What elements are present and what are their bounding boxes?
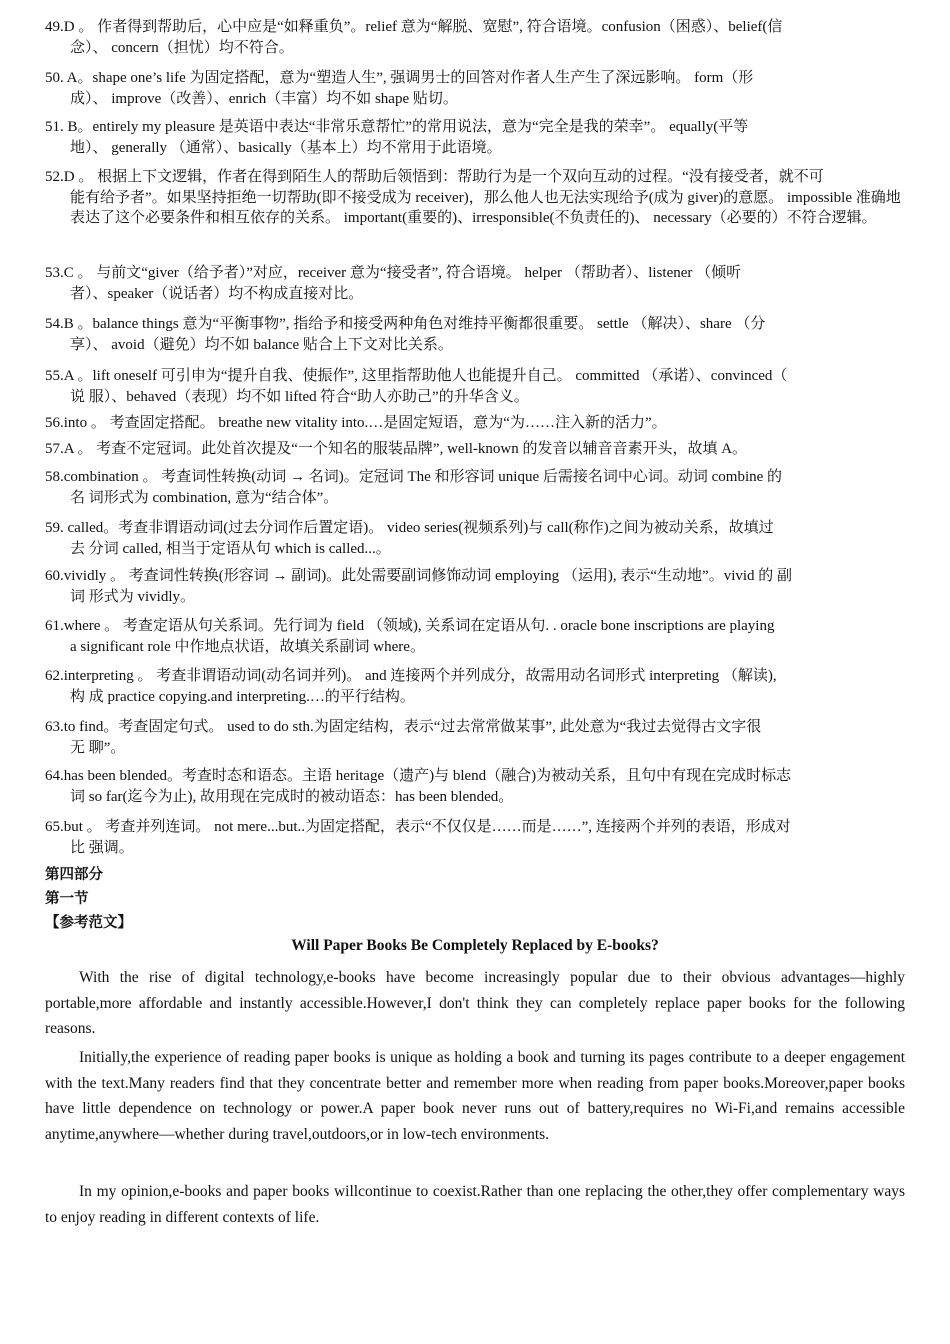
answer-item <box>45 68 913 109</box>
answer-continuation: 比 强调。 <box>70 839 134 856</box>
essay-paragraph <box>45 1045 905 1148</box>
answer-lead: 64.has been blended。考查时态和语态。主语 heritage（遗产)与 blend（融合)为被动关系，且句中有现在完成时标志 <box>45 768 792 784</box>
answer-lead: 59. called。考查非谓语动词(过去分词作后置定语)。 video series(视频系列)与 call(称作)之间为被动关系，故填过 <box>45 520 774 536</box>
essay-paragraph-text: In my opinion,e-books and paper books willcontinue to coexist.Rather than one replacing the other,they offer complementary ways to enjoy reading in different contexts of life. <box>45 1183 905 1226</box>
essay-paragraph-text: With the rise of digital technology,e-books have become increasingly popular due to their obvious advantages—highly portable,more affordable and instantly accessible.However,I don't think they can completely replace paper books for the following reasons. <box>45 969 905 1038</box>
answer-continuation: 念）、 concern（担忧）均不符合。 <box>70 39 294 56</box>
answer-continuation: 说 服）、behaved（表现）均不如 lifted 符合“助人亦助己”的升华含义。 <box>70 388 529 405</box>
answer-continuation: 地）、 generally （通常）、basically（基本上）均不常用于此语境。 <box>70 139 502 156</box>
essay-paragraph-text: Initially,the experience of reading paper books is unique as holding a book and turning its pages contribute to a deeper engagement with the text.Many readers find that they concentrate better and remember more when reading from paper books.Moreover,paper books have little dependence on technology or power.A paper book never runs out of battery,requires no Wi-Fi,and remains accessible anytime,anywhere—whether during travel,outdoors,or in low-tech environments. <box>45 1049 905 1144</box>
answer-continuation: 者）、speaker（说话者）均不构成直接对比。 <box>70 285 364 302</box>
answer-lead: 55.A 。lift oneself 可引申为“提升自我、使振作”, 这里指帮助他人也能提升自己。 committed （承诺）、convinced（ <box>45 368 788 384</box>
answer-lead: 52.D 。 根据上下文逻辑，作者在得到陌生人的帮助后领悟到：帮助行为是一个双向互动的过程。“没有接受者，就不可 <box>45 169 824 185</box>
answer-item <box>45 167 913 229</box>
answer-lead: 61.where 。 考查定语从句关系词。先行词为 field （领域), 关系词在定语从句. . oracle bone inscriptions are playing <box>45 618 775 634</box>
answer-item <box>45 314 913 355</box>
answer-item <box>45 666 913 707</box>
essay-title: Will Paper Books Be Completely Replaced by E-books? <box>291 937 659 954</box>
reference-essay-label: 【参考范文】 <box>45 915 132 931</box>
answer-item <box>45 413 913 434</box>
answer-item <box>45 467 913 508</box>
answer-lead: 62.interpreting 。 考查非谓语动词(动名词并列)。 and 连接两个并列成分，故需用动名词形式 interpreting （解读), <box>45 668 777 684</box>
answer-lead: 51. B。entirely my pleasure 是英语中表达“非常乐意帮忙”的常用说法，意为“完全是我的荣幸”。 equally(平等 <box>45 119 749 135</box>
essay-paragraph <box>45 965 905 1042</box>
answer-item <box>45 17 913 58</box>
answer-item <box>45 566 913 607</box>
answer-continuation: 去 分词 called, 相当于定语从句 which is called...。 <box>70 540 391 557</box>
answer-continuation: 享）、 avoid（避免）均不如 balance 贴合上下文对比关系。 <box>70 336 453 353</box>
answer-item <box>45 263 913 304</box>
answer-item <box>45 616 913 657</box>
answer-continuation: a significant role 中作地点状语，故填关系副词 where。 <box>70 638 425 655</box>
essay-paragraph <box>45 1179 905 1230</box>
answer-continuation: 无 聊”。 <box>70 739 126 756</box>
answer-lead: 53.C 。 与前文“giver（给予者）”对应，receiver 意为“接受者”, 符合语境。 helper （帮助者）、listener （倾听 <box>45 265 742 281</box>
answer-lead: 58.combination 。 考查词性转换(动词 → 名词)。定冠词 The 和形容词 unique 后需接名词中心词。动词 combine 的 <box>45 469 783 485</box>
answer-continuation: 构 成 practice copying.and interpreting.…的平行结构。 <box>70 688 415 705</box>
answer-lead: 54.B 。balance things 意为“平衡事物”, 指给予和接受两种角色对维持平衡都很重要。 settle （解决）、share （分 <box>45 316 766 332</box>
answer-item <box>45 439 913 460</box>
section-sub-heading: 第一节 <box>45 891 89 907</box>
answer-lead: 63.to find。考查固定句式。 used to do sth.为固定结构，表示“过去常常做某事”, 此处意为“我过去觉得古文字很 <box>45 719 762 735</box>
answer-item <box>45 817 913 858</box>
answer-lead: 60.vividly 。 考查词性转换(形容词 → 副词)。此处需要副词修饰动词 employing （运用), 表示“生动地”。vivid 的 副 <box>45 568 793 584</box>
answer-item <box>45 518 913 559</box>
answer-lead: 56.into 。 考查固定搭配。 breathe new vitality into.…是固定短语，意为“为……注入新的活力”。 <box>45 415 667 431</box>
answer-continuation: 词 so far(迄今为止), 故用现在完成时的被动语态：has been blended。 <box>70 788 514 805</box>
answer-continuation: 名 词形式为 combination, 意为“结合体”。 <box>70 489 339 506</box>
answer-lead: 49.D 。 作者得到帮助后，心中应是“如释重负”。relief 意为“解脱、宽慰”, 符合语境。confusion（困惑）、belief(信 <box>45 19 783 35</box>
answer-continuation: 能有给予者”。如果坚持拒绝一切帮助(即不接受成为 receiver)，那么他人也无法实现给予(成为 giver)的意愿。 impossible 准确地表达了这个必要条件和相互依存的关系。 important(重要的)、irresponsible(不负责任的)、 necessary（必要的）不符合逻辑。 <box>70 189 901 226</box>
section-part-heading: 第四部分 <box>45 867 103 883</box>
answer-item <box>45 717 913 758</box>
answer-lead: 65.but 。 考查并列连词。 not mere...but..为固定搭配，表示“不仅仅是……而是……”, 连接两个并列的表语，形成对 <box>45 819 791 835</box>
answer-item <box>45 766 913 807</box>
answer-lead: 57.A 。 考查不定冠词。此处首次提及“一个知名的服装品牌”, well-known 的发音以辅音音素开头，故填 A。 <box>45 441 748 457</box>
answer-item <box>45 366 913 407</box>
answer-item <box>45 117 913 158</box>
answer-lead: 50. A。shape one’s life 为固定搭配，意为“塑造人生”, 强调男士的回答对作者人生产生了深远影响。 form（形 <box>45 70 754 86</box>
answer-continuation: 词 形式为 vividly。 <box>70 588 196 605</box>
answer-continuation: 成）、 improve（改善）、enrich（丰富）均不如 shape 贴切。 <box>70 90 458 107</box>
